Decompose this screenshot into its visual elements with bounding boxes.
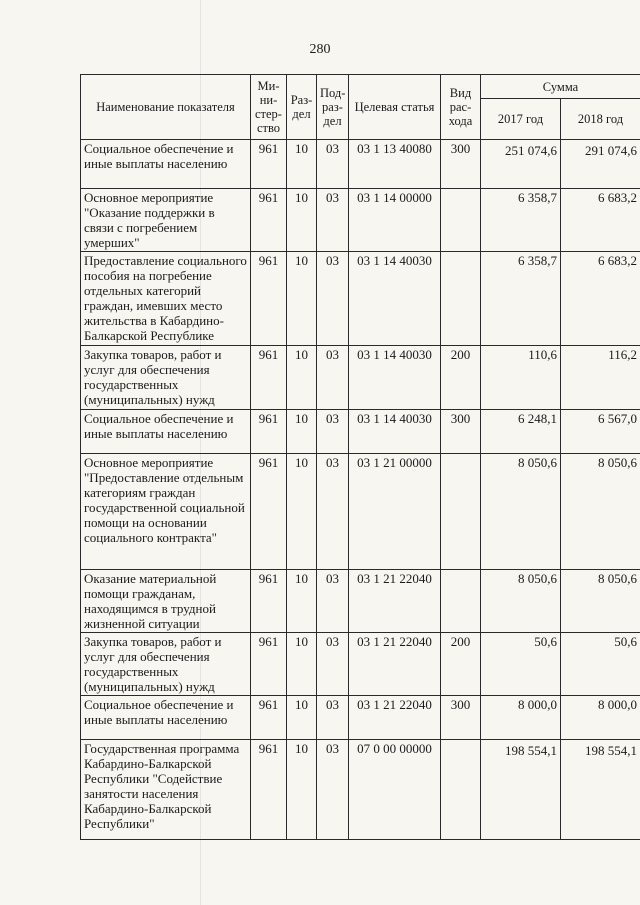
row-ministry: 961: [251, 410, 287, 454]
table-row: [81, 570, 640, 633]
row-sum-2018: 291 074,6: [561, 140, 640, 189]
budget-table: [80, 74, 640, 840]
row-expense-type: 200: [441, 346, 481, 410]
row-expense-type: [441, 189, 481, 252]
row-subsection: 03: [317, 252, 349, 346]
header-subsection: Под-раз-дел: [317, 75, 349, 140]
row-target: 07 0 00 00000: [349, 740, 441, 840]
header-year-2017: 2017 год: [481, 99, 561, 140]
row-section: 10: [287, 189, 317, 252]
row-sum-2017: 6 248,1: [481, 410, 561, 454]
row-ministry: 961: [251, 696, 287, 740]
table-row: [81, 140, 640, 189]
row-sum-2017: 8 050,6: [481, 454, 561, 570]
row-target: 03 1 14 40030: [349, 252, 441, 346]
row-name: Предоставление социального пособия на погребение отдельных категорий граждан, имевших место жительства в Кабардино-Балкарской Республике: [81, 252, 251, 346]
header-sum: Сумма: [481, 75, 640, 99]
header-name: Наименование показателя: [81, 75, 251, 140]
row-name: Социальное обеспечение и иные выплаты населению: [81, 140, 251, 189]
table-row: [81, 454, 640, 570]
row-target: 03 1 14 00000: [349, 189, 441, 252]
row-name: Государственная программа Кабардино-Балкарской Республики "Содействие занятости населения Кабардино-Балкарской Республики": [81, 740, 251, 840]
row-target: 03 1 14 40030: [349, 410, 441, 454]
table-row: [81, 696, 640, 740]
row-target: 03 1 13 40080: [349, 140, 441, 189]
header-target: Целевая статья: [349, 75, 441, 140]
row-target: 03 1 14 40030: [349, 346, 441, 410]
row-subsection: 03: [317, 410, 349, 454]
row-expense-type: [441, 740, 481, 840]
row-sum-2018: 6 683,2: [561, 252, 640, 346]
row-sum-2018: 116,2: [561, 346, 640, 410]
row-ministry: 961: [251, 189, 287, 252]
table-row: [81, 189, 640, 252]
row-target: 03 1 21 00000: [349, 454, 441, 570]
row-sum-2017: 8 000,0: [481, 696, 561, 740]
row-ministry: 961: [251, 633, 287, 696]
table-row: [81, 740, 640, 840]
row-section: 10: [287, 140, 317, 189]
row-section: 10: [287, 346, 317, 410]
row-name: Закупка товаров, работ и услуг для обеспечения государственных (муниципальных) нужд: [81, 633, 251, 696]
row-sum-2017: 198 554,1: [481, 740, 561, 840]
row-sum-2017: 6 358,7: [481, 189, 561, 252]
row-expense-type: [441, 570, 481, 633]
row-sum-2018: 8 050,6: [561, 454, 640, 570]
row-expense-type: [441, 252, 481, 346]
table-row: [81, 410, 640, 454]
page-number: 280: [309, 42, 331, 57]
row-ministry: 961: [251, 252, 287, 346]
row-section: 10: [287, 633, 317, 696]
row-subsection: 03: [317, 189, 349, 252]
row-section: 10: [287, 740, 317, 840]
row-name: Социальное обеспечение и иные выплаты населению: [81, 410, 251, 454]
row-section: 10: [287, 410, 317, 454]
row-sum-2017: 6 358,7: [481, 252, 561, 346]
table-row: [81, 252, 640, 346]
row-section: 10: [287, 252, 317, 346]
row-target: 03 1 21 22040: [349, 696, 441, 740]
row-section: 10: [287, 570, 317, 633]
row-subsection: 03: [317, 140, 349, 189]
table-row: [81, 346, 640, 410]
row-expense-type: 300: [441, 410, 481, 454]
header-year-2018: 2018 год: [561, 99, 640, 140]
row-subsection: 03: [317, 454, 349, 570]
row-sum-2018: 8 000,0: [561, 696, 640, 740]
row-ministry: 961: [251, 140, 287, 189]
row-name: Основное мероприятие "Оказание поддержки в связи с погребением умерших": [81, 189, 251, 252]
header-row: [81, 75, 640, 99]
row-sum-2018: 50,6: [561, 633, 640, 696]
row-sum-2018: 6 567,0: [561, 410, 640, 454]
row-name: Социальное обеспечение и иные выплаты населению: [81, 696, 251, 740]
row-sum-2018: 8 050,6: [561, 570, 640, 633]
row-expense-type: 300: [441, 696, 481, 740]
row-expense-type: 200: [441, 633, 481, 696]
table-row: [81, 633, 640, 696]
row-ministry: 961: [251, 346, 287, 410]
row-subsection: 03: [317, 570, 349, 633]
row-sum-2017: 110,6: [481, 346, 561, 410]
row-subsection: 03: [317, 633, 349, 696]
row-sum-2017: 251 074,6: [481, 140, 561, 189]
row-sum-2017: 50,6: [481, 633, 561, 696]
row-name: Закупка товаров, работ и услуг для обеспечения государственных (муниципальных) нужд: [81, 346, 251, 410]
row-target: 03 1 21 22040: [349, 633, 441, 696]
header-expense-type: Вид рас-хода: [441, 75, 481, 140]
row-expense-type: [441, 454, 481, 570]
row-sum-2018: 6 683,2: [561, 189, 640, 252]
row-ministry: 961: [251, 454, 287, 570]
row-subsection: 03: [317, 696, 349, 740]
row-section: 10: [287, 696, 317, 740]
row-ministry: 961: [251, 570, 287, 633]
row-ministry: 961: [251, 740, 287, 840]
row-subsection: 03: [317, 346, 349, 410]
row-name: Основное мероприятие "Предоставление отдельным категориям граждан государственной социальной помощи на основании социального контракта": [81, 454, 251, 570]
row-sum-2017: 8 050,6: [481, 570, 561, 633]
header-ministry: Ми-ни-стер-ство: [251, 75, 287, 140]
header-section: Раз-дел: [287, 75, 317, 140]
row-expense-type: 300: [441, 140, 481, 189]
row-sum-2018: 198 554,1: [561, 740, 640, 840]
row-target: 03 1 21 22040: [349, 570, 441, 633]
row-subsection: 03: [317, 740, 349, 840]
row-name: Оказание материальной помощи гражданам, находящимся в трудной жизненной ситуации: [81, 570, 251, 633]
row-section: 10: [287, 454, 317, 570]
